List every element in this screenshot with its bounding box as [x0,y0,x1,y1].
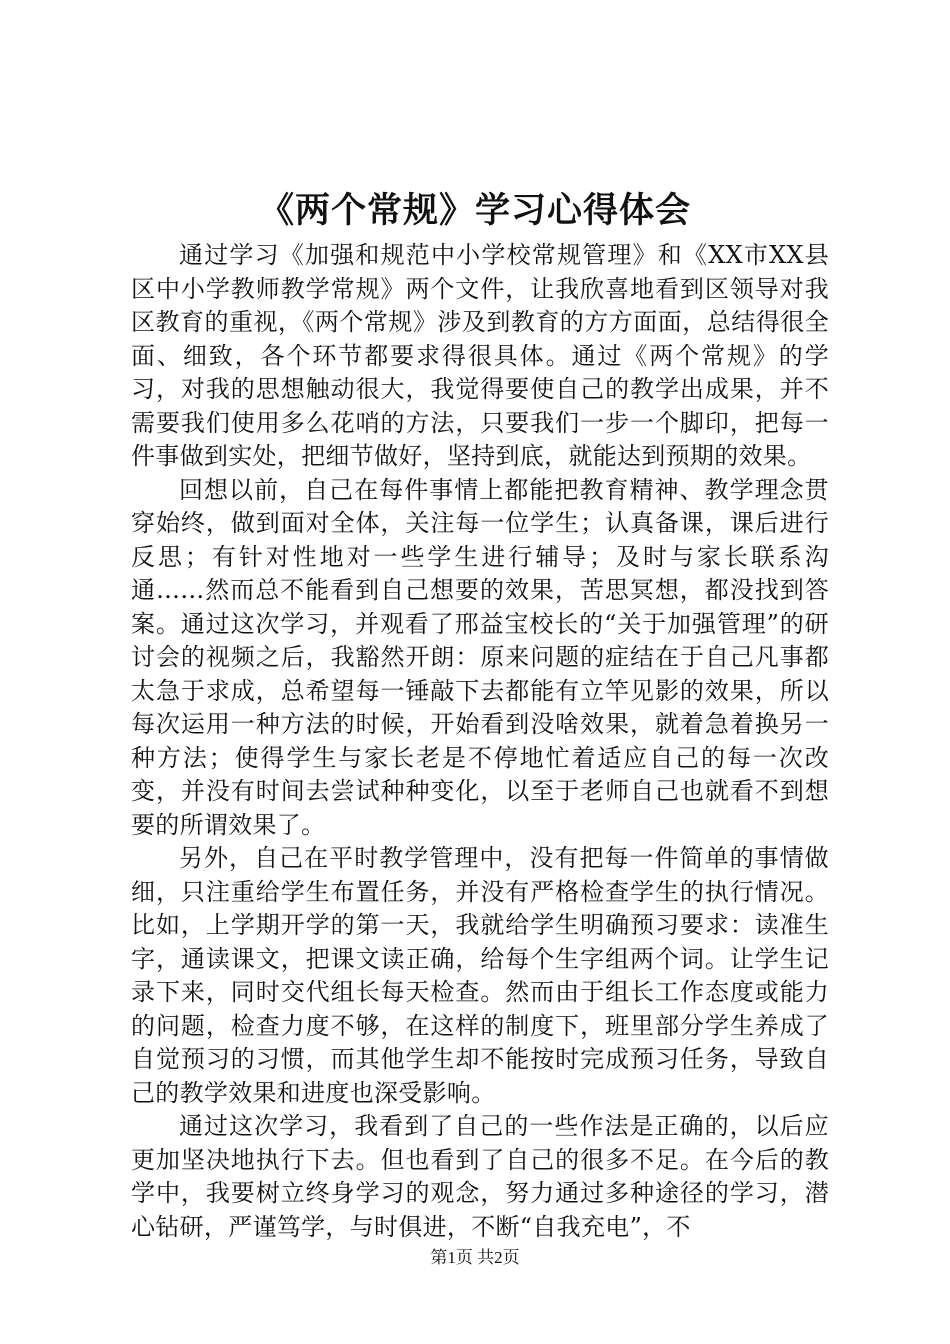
paragraph: 另外，自己在平时教学管理中，没有把每一件简单的事情做细，只注重给学生布置任务，并没有严格检查学生的执行情况。比如，上学期开学的第一天，我就给学生明确预习要求：读准生字，通读课文，把课文读正确，给每个生字组两个词。让学生记录下来，同时交代组长每天检查。然而由于组长工作态度或能力的问题，检查力度不够，在这样的制度下，班里部分学生养成了自觉预习的习惯，而其他学生却不能按时完成预习任务，导致自己的教学效果和进度也深受影响。 [131,844,829,1107]
paragraph: 通过这次学习，我看到了自己的一些作法是正确的，以后应更加坚决地执行下去。但也看到了自己的很多不足。在今后的教学中，我要树立终身学习的观念，努力通过多种途径的学习，潜心钻研，严谨笃学，与时俱进，不断“自我充电”，不 [131,1112,829,1241]
paragraph: 通过学习《加强和规范中小学校常规管理》和《XX市XX县区中小学教师教学常规》两个文件，让我欣喜地看到区领导对我区教育的重视，《两个常规》涉及到教育的方方面面，总结得很全面、细致，各个环节都要求得很具体。通过《两个常规》的学习，对我的思想触动很大，我觉得要使自己的教学出成果，并不需要我们使用多么花哨的方法，只要我们一步一个脚印，把每一件事做到实处，把细节做好，坚持到底，就能达到预期的效果。 [131,241,829,470]
paragraph: 回想以前，自己在每件事情上都能把教育精神、教学理念贯穿始终，做到面对全体，关注每一位学生；认真备课，课后进行反思；有针对性地对一些学生进行辅导；及时与家长联系沟通……然而总不能看到自己想要的效果，苦思冥想，都没找到答案。通过这次学习，并观看了邢益宝校长的“关于加强管理”的研讨会的视频之后，我豁然开朗：原来问题的症结在于自己凡事都太急于求成，总希望每一锤敲下去都能有立竿见影的效果，所以每次运用一种方法的时候，开始看到没啥效果，就着急着换另一种方法；使得学生与家长老是不停地忙着适应自己的每一次改变，并没有时间去尝试种种变化，以至于老师自己也就看不到想要的所谓效果了。 [131,475,829,839]
page-number-footer: 第1页 共2页 [430,1248,520,1267]
document-body [131,239,829,1244]
document-title: 《两个常规》学习心得体会 [258,190,691,231]
